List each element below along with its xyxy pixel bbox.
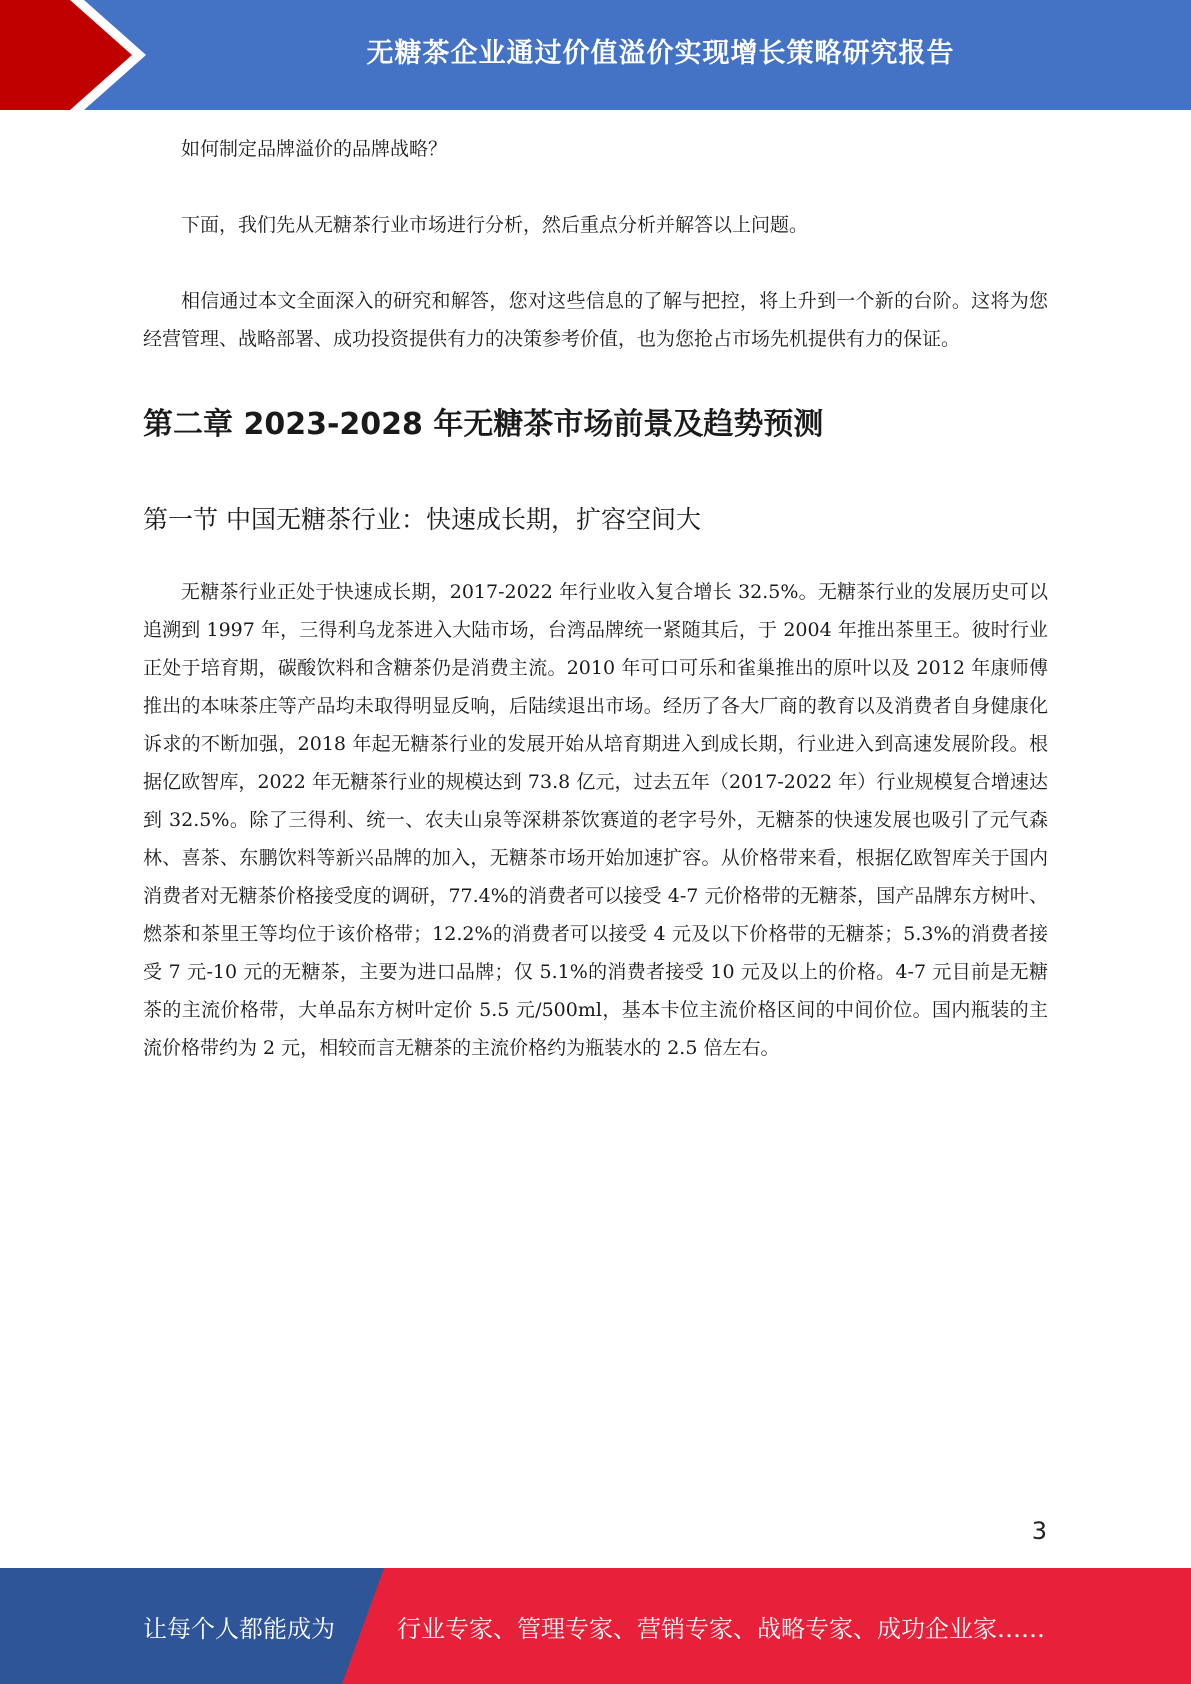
footer-slogan-right: 行业专家、管理专家、营销专家、战略专家、成功企业家…… bbox=[397, 1614, 1045, 1643]
section-body-paragraph: 无糖茶行业正处于快速成长期，2017-2022 年行业收入复合增长 32.5%。无糖茶行业的发展历史可以追溯到 1997 年，三得利乌龙茶进入大陆市场，台湾品牌统一紧随其后，于 2004 年推出茶里王。彼时行业正处于培育期，碳酸饮料和含糖茶仍是消费主流。2010 年可口可乐和雀巢推出的原叶以及 2012 年康师傅推出的本味茶庄等产品均未取得明显反响，后陆续退出市场。经历了各大厂商的教育以及消费者自身健康化诉求的不断加强，2018 年起无糖茶行业的发展开始从培育期进入到成长期，行业进入到高速发展阶段。根据亿欧智库，2022 年无糖茶行业的规模达到 73.8 亿元，过去五年（2017-2022 年）行业规模复合增速达到 32.5%。除了三得利、统一、农夫山泉等深耕茶饮赛道的老字号外，无糖茶的快速发展也吸引了元气森林、喜茶、东鹏饮料等新兴品牌的加入，无糖茶市场开始加速扩容。从价格带来看，根据亿欧智库关于国内消费者对无糖茶价格接受度的调研，77.4%的消费者可以接受 4-7 元价格带的无糖茶，国产品牌东方树叶、燃茶和茶里王等均位于该价格带；12.2%的消费者可以接受 4 元及以下价格带的无糖茶；5.3%的消费者接受 7 元-10 元的无糖茶，主要为进口品牌；仅 5.1%的消费者接受 10 元及以上的价格。4-7 元目前是无糖茶的主流价格带，大单品东方树叶定价 5.5 元/500ml，基本卡位主流价格区间的中间价位。国内瓶装的主流价格带约为 2 元，相较而言无糖茶的主流价格约为瓶装水的 2.5 倍左右。 bbox=[143, 581, 1048, 1059]
intro-paragraph-1: 如何制定品牌溢价的品牌战略？ bbox=[181, 138, 448, 160]
section-heading: 第一节 中国无糖茶行业：快速成长期，扩容空间大 bbox=[143, 505, 701, 534]
header-title: 无糖茶企业通过价值溢价实现增长策略研究报告 bbox=[366, 37, 955, 69]
page-number: 3 bbox=[1031, 1517, 1047, 1545]
intro-paragraph-2: 下面，我们先从无糖茶行业市场进行分析，然后重点分析并解答以上问题。 bbox=[181, 214, 809, 236]
footer-slogan-left: 让每个人都能成为 bbox=[143, 1614, 335, 1643]
page-header bbox=[0, 0, 1191, 110]
page-footer bbox=[0, 1568, 1191, 1684]
intro-paragraph-3: 相信通过本文全面深入的研究和解答，您对这些信息的了解与把控，将上升到一个新的台阶。这将为您经营管理、战略部署、成功投资提供有力的决策参考价值，也为您抢占市场先机提供有力的保证。 bbox=[143, 290, 1048, 350]
chapter-heading: 第二章 2023-2028 年无糖茶市场前景及趋势预测 bbox=[143, 407, 824, 442]
page-content bbox=[143, 130, 1048, 1067]
header-chevron-decoration bbox=[0, 0, 160, 110]
